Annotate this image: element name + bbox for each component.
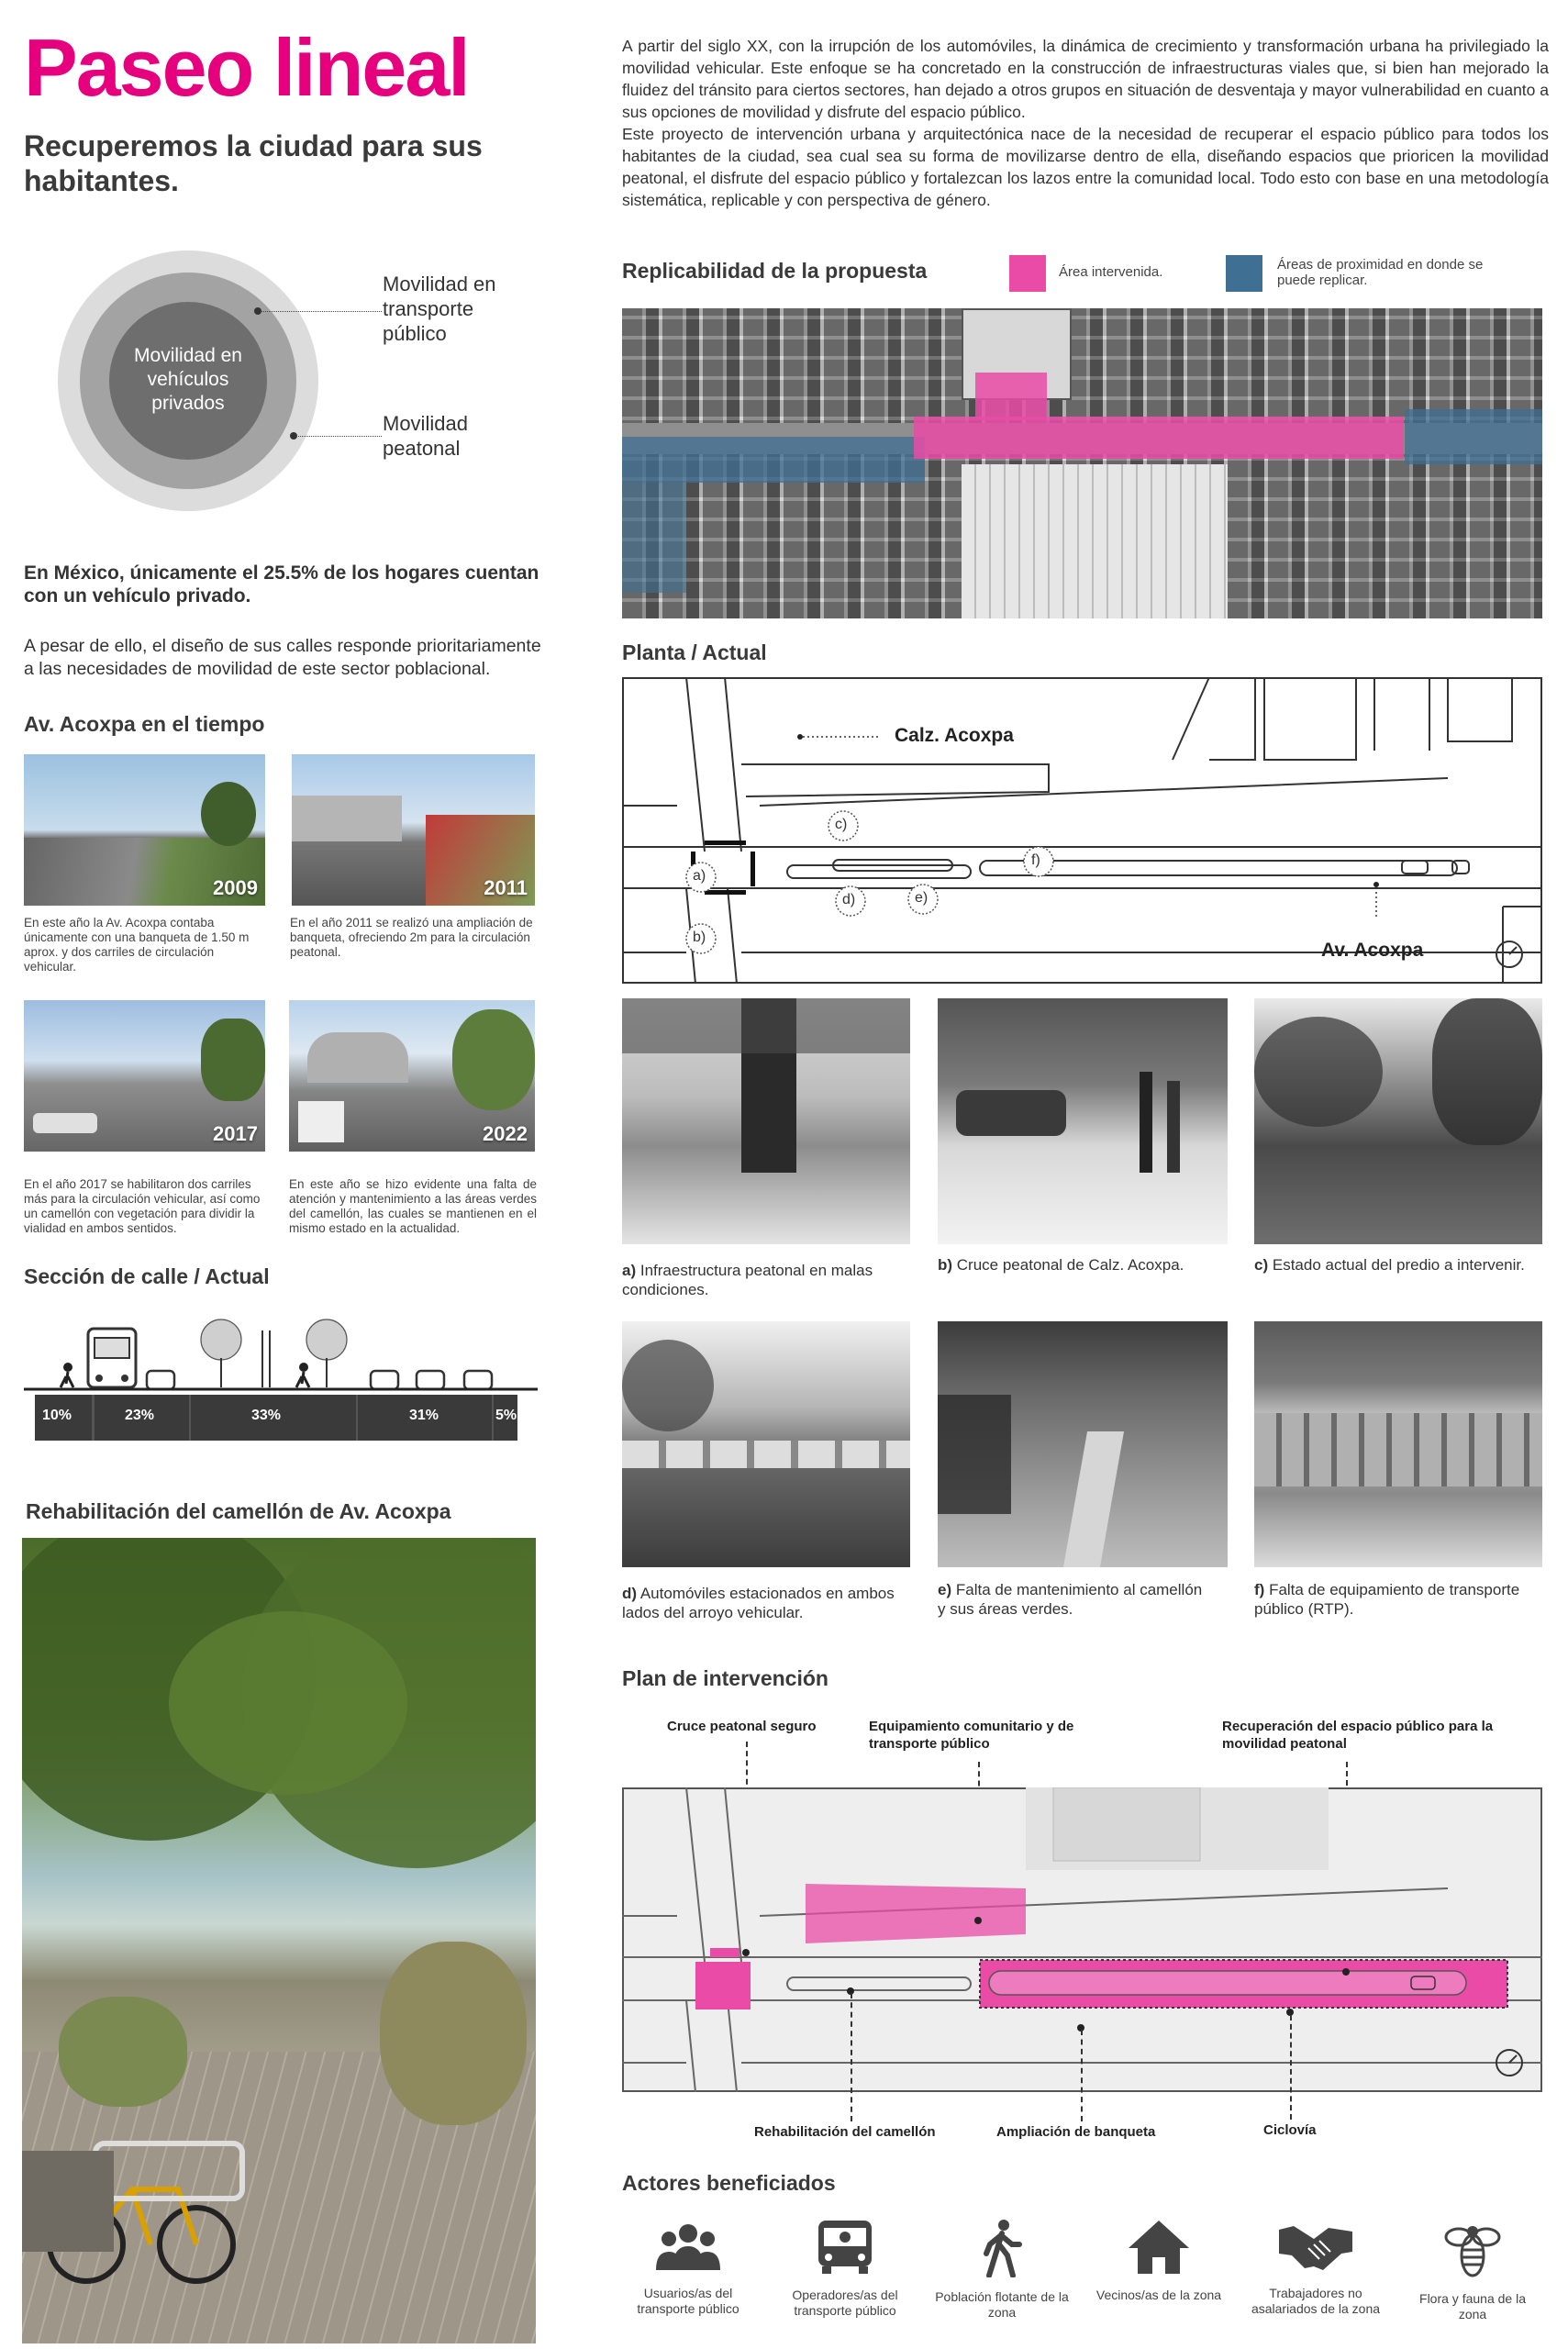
leader-line xyxy=(851,1993,852,2121)
actor-item xyxy=(1404,2219,1541,2322)
photo-2011 xyxy=(292,754,535,906)
stats-body: A pesar de ello, el diseño de sus calles responde prioritariamente a las necesidades de movilidad de este sector poblacional. xyxy=(24,636,541,679)
photo-a xyxy=(622,998,910,1244)
walking-person-icon xyxy=(979,2219,1025,2277)
plan-label-bikeway: Ciclovía xyxy=(1263,2122,1317,2138)
marker-b: b) xyxy=(693,930,706,945)
photo-2009 xyxy=(24,754,265,906)
photo-caption-f xyxy=(1254,1580,1529,1619)
caption-text: Falta de mantenimiento al camellón y sus áreas verdes. xyxy=(938,1581,1203,1618)
caption-letter: c) xyxy=(1254,1256,1269,1274)
caption-letter: b) xyxy=(938,1256,953,1274)
marker-f: f) xyxy=(1031,852,1040,868)
caption-letter: e) xyxy=(938,1581,952,1598)
actor-label: Población flotante de la zona xyxy=(935,2289,1069,2320)
plan-label-crossing: Cruce peatonal seguro xyxy=(667,1719,817,1734)
handshake-icon xyxy=(1277,2219,1354,2274)
street-section-bar xyxy=(35,1395,517,1441)
actors-title: Actores beneficiados xyxy=(622,2171,836,2195)
intro-paragraph-2: Este proyecto de intervención urbana y arquitectónica nace de la necesidad de recuperar el espacio público para todos los habitantes de la ciudad, sea cual sea su forma de movilizarse dentro de ella, diseñando espacios que prioricen la movilidad peatonal, el disfrute del espacio público y fortalezcan los lazos entre la comunidad local. Todo esto con base en una metodología sistemática, replicable y con perspectiva de género. xyxy=(622,125,1549,209)
mobility-outer-label: Movilidad peatonal xyxy=(383,412,468,460)
plan-title: Plan de intervención xyxy=(622,1666,828,1690)
replicability-title: Replicabilidad de la propuesta xyxy=(622,259,928,283)
actor-item xyxy=(1247,2219,1385,2317)
legend-blue-swatch xyxy=(1226,255,1262,292)
page-title: Paseo lineal xyxy=(24,22,469,113)
intro-paragraph-1: A partir del siglo XX, con la irrupción de los automóviles, la dinámica de crecimiento y transformación urbana ha privilegiado la movilidad vehicular. Este enfoque se ha concretado en la construcción de infraestructuras viales que, si bien han mejorado la fluidez del tránsito para ciertos sectores, han dejado a otros grupos en situación de desventaja y mayor vulnerabilidad en cuanto a sus opciones de movilidad y disfrute del espacio público. xyxy=(622,37,1549,121)
caption-letter: a) xyxy=(622,1262,637,1279)
photo-caption-d xyxy=(622,1584,897,1622)
photo-b xyxy=(938,998,1228,1244)
render-title: Rehabilitación del camellón de Av. Acoxpa xyxy=(26,1499,451,1523)
marker-c: c) xyxy=(835,817,848,832)
section-pct-4: 31% xyxy=(409,1408,439,1423)
photo-caption-e xyxy=(938,1580,1213,1619)
section-pct-3: 33% xyxy=(251,1408,282,1423)
photo-f xyxy=(1254,1321,1542,1567)
year-label: 2017 xyxy=(213,1122,258,1145)
year-label: 2011 xyxy=(484,876,528,899)
photo-caption-a xyxy=(622,1261,897,1299)
caption-text: Estado actual del predio a intervenir. xyxy=(1272,1256,1525,1274)
actor-item xyxy=(619,2219,757,2317)
leader-line xyxy=(1290,2015,1292,2120)
photo-d xyxy=(622,1321,910,1567)
actor-label: Operadores/as del transporte público xyxy=(792,2288,898,2318)
timeline-text-2022: En este año se hizo evidente una falta de atención y mantenimiento a las áreas verdes del camellón, las cuales se mantienen en el mismo estado en la actualidad. xyxy=(289,1177,537,1235)
photo-caption-b xyxy=(938,1255,1213,1275)
timeline-text-2017: En el año 2017 se habilitaron dos carriles más para la circulación vehicular, así como un camellón con vegetación para dividir la vialidad en ambos sentidos. xyxy=(24,1177,261,1235)
mobility-inner-label: Movilidad en vehículos privados xyxy=(134,345,242,414)
caption-text: Automóviles estacionados en ambos lados del arroyo vehicular. xyxy=(622,1585,895,1621)
timeline-title: Av. Acoxpa en el tiempo xyxy=(24,712,265,736)
actor-item xyxy=(1090,2219,1228,2303)
year-label: 2022 xyxy=(483,1122,528,1145)
plan-label-median: Rehabilitación del camellón xyxy=(754,2124,936,2140)
planta-actual-plan xyxy=(622,677,1542,984)
legend-pink-swatch xyxy=(1009,255,1046,292)
plan-label-sidewalk: Ampliación de banqueta xyxy=(996,2124,1156,2140)
section-pct-5: 5% xyxy=(495,1408,517,1423)
actor-label: Trabajadores no asalariados de la zona xyxy=(1251,2286,1381,2316)
section-pct-2: 23% xyxy=(125,1408,155,1423)
planta-title: Planta / Actual xyxy=(622,640,767,664)
bus-icon xyxy=(813,2219,877,2276)
caption-letter: f) xyxy=(1254,1581,1265,1598)
leader-line xyxy=(1081,2030,1083,2121)
rendering-image xyxy=(22,1538,536,2343)
leader-line xyxy=(296,436,382,437)
plan-label-recovery: Recuperación del espacio público para la movilidad peatonal xyxy=(1222,1719,1494,1752)
caption-text: Cruce peatonal de Calz. Acoxpa. xyxy=(956,1256,1184,1274)
aerial-map xyxy=(622,308,1542,618)
actor-label: Usuarios/as del transporte público xyxy=(637,2286,740,2316)
photo-c xyxy=(1254,998,1542,1244)
timeline-text-2011: En el año 2011 se realizó una ampliación de banqueta, ofreciendo 2m para la circulación peatonal. xyxy=(290,916,533,959)
page-subtitle: Recuperemos la ciudad para sus habitantes. xyxy=(24,129,483,197)
mobility-middle-label: Movilidad en transporte público xyxy=(383,273,496,345)
section-title: Sección de calle / Actual xyxy=(24,1264,270,1288)
leader-line xyxy=(261,311,382,312)
actor-label: Flora y fauna de la zona xyxy=(1419,2291,1526,2321)
timeline-text-2009: En este año la Av. Acoxpa contaba únicamente con una banqueta de 1.50 m aprox. y dos carriles de circulación vehicular. xyxy=(24,916,250,974)
actor-item xyxy=(776,2219,914,2319)
plan-label-equipment: Equipamiento comunitario y de transporte público xyxy=(869,1719,1074,1752)
users-group-icon xyxy=(656,2219,720,2274)
legend-blue-label: Áreas de proximidad en donde se puede replicar. xyxy=(1277,257,1484,288)
photo-caption-c xyxy=(1254,1255,1529,1275)
photo-2017 xyxy=(24,1000,265,1152)
photo-2022 xyxy=(289,1000,535,1152)
section-pct-1: 10% xyxy=(42,1408,72,1423)
street-label-av-acoxpa: Av. Acoxpa xyxy=(1321,940,1424,961)
bee-icon xyxy=(1440,2219,1505,2279)
caption-text: Falta de equipamiento de transporte público (RTP). xyxy=(1254,1581,1520,1618)
marker-d: d) xyxy=(842,892,856,907)
marker-a: a) xyxy=(693,868,706,884)
legend-pink-label: Área intervenida. xyxy=(1059,264,1163,280)
street-label-calz-acoxpa: Calz. Acoxpa xyxy=(895,725,1014,746)
caption-text: Infraestructura peatonal en malas condiciones. xyxy=(622,1262,873,1298)
house-icon xyxy=(1127,2219,1191,2276)
caption-letter: d) xyxy=(622,1585,638,1602)
actor-item xyxy=(933,2219,1071,2321)
photo-e xyxy=(938,1321,1228,1567)
actor-label: Vecinos/as de la zona xyxy=(1095,2288,1222,2302)
year-label: 2009 xyxy=(213,876,258,899)
stats-highlight: En México, únicamente el 25.5% de los hogares cuentan con un vehículo privado. xyxy=(24,562,539,607)
marker-e: e) xyxy=(915,890,929,906)
street-section-illustration xyxy=(24,1303,538,1395)
